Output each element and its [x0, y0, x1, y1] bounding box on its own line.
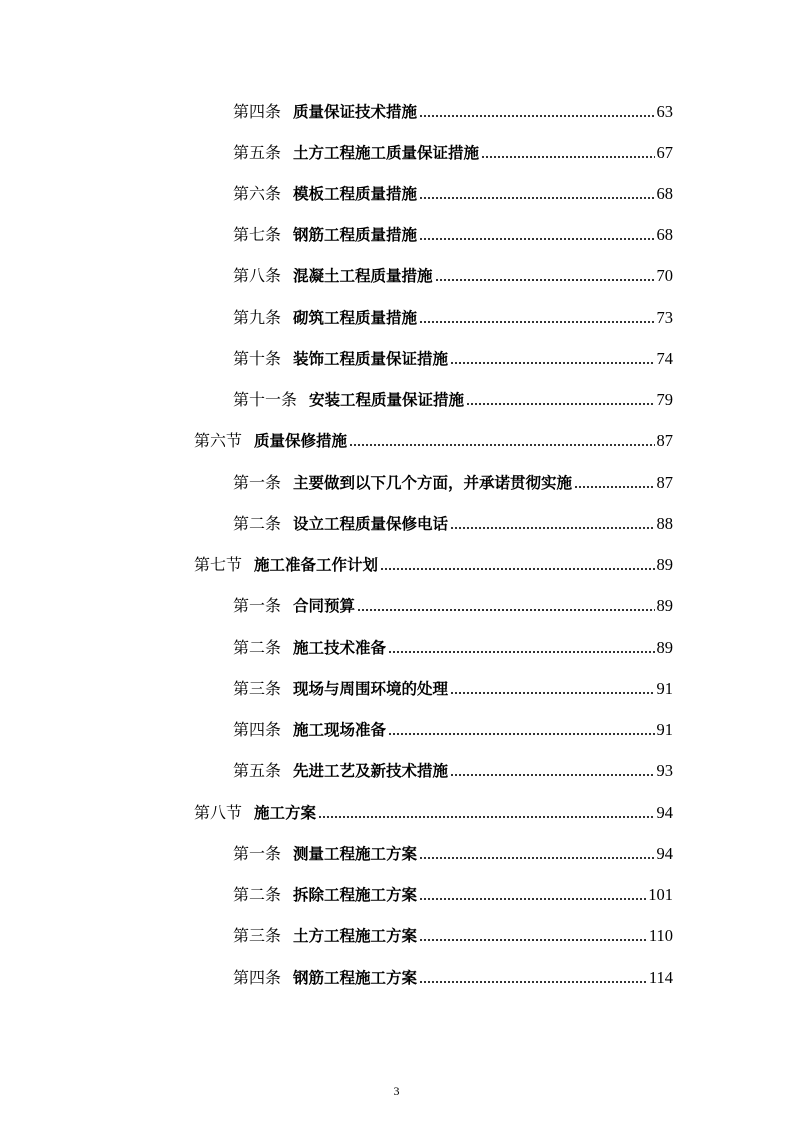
- toc-entry-page: 79: [656, 390, 673, 409]
- toc-entry-title: 现场与周围环境的处理: [293, 680, 449, 698]
- toc-entry-page: 89: [656, 555, 673, 574]
- toc-entry-page: 68: [656, 225, 673, 244]
- toc-entry-page: 88: [656, 514, 673, 533]
- toc-entry-title: 钢筋工程施工方案: [293, 969, 418, 987]
- dot-leader: [318, 815, 654, 819]
- toc-entry-title: 土方工程施工质量保证措施: [293, 144, 480, 162]
- toc-entry-title: 设立工程质量保修电话: [293, 515, 449, 533]
- toc-entry[interactable]: [233, 838, 673, 864]
- dot-leader: [419, 856, 654, 860]
- dot-leader: [574, 485, 654, 489]
- toc-entry[interactable]: [233, 178, 673, 204]
- dot-leader: [388, 650, 654, 654]
- toc-entry-page: 68: [656, 184, 673, 203]
- toc-entry-page: 89: [656, 596, 673, 615]
- dot-leader: [466, 402, 654, 406]
- toc-section-entry[interactable]: [194, 425, 673, 451]
- toc-entry-page: 94: [656, 803, 673, 822]
- toc-entry-page: 110: [648, 926, 673, 945]
- dot-leader: [450, 691, 654, 695]
- toc-entry-page: 70: [656, 266, 673, 285]
- toc-entry-title: 钢筋工程质量措施: [293, 226, 418, 244]
- toc-entry-title: 施工技术准备: [293, 639, 387, 657]
- toc-entry[interactable]: [233, 508, 673, 534]
- toc-entry-page: 89: [656, 638, 673, 657]
- dot-leader: [419, 114, 654, 118]
- toc-entry-number: 第四条: [233, 968, 282, 987]
- toc-entry-number: 第十一条: [233, 390, 298, 409]
- toc-entry[interactable]: [233, 920, 673, 946]
- toc-entry[interactable]: [233, 962, 673, 988]
- toc-entry[interactable]: [233, 673, 673, 699]
- toc-entry-page: 67: [656, 143, 673, 162]
- toc-entry-number: 第六条: [233, 184, 282, 203]
- toc-entry[interactable]: [233, 96, 673, 122]
- dot-leader: [450, 526, 654, 530]
- toc-entry-page: 114: [648, 968, 673, 987]
- toc-entry-title: 测量工程施工方案: [293, 845, 418, 863]
- toc-entry-number: 第二条: [233, 638, 282, 657]
- toc-entry-number: 第二条: [233, 885, 282, 904]
- toc-entry-number: 第八条: [233, 266, 282, 285]
- dot-leader: [388, 732, 654, 736]
- toc-entry-title: 土方工程施工方案: [293, 927, 418, 945]
- page-number: 3: [393, 1084, 400, 1098]
- toc-entry-number: 第四条: [233, 720, 282, 739]
- toc-entry[interactable]: [233, 714, 673, 740]
- toc-entry[interactable]: [233, 219, 673, 245]
- dot-leader: [481, 155, 654, 159]
- toc-entry-title: 装饰工程质量保证措施: [293, 350, 449, 368]
- toc-entry-title: 施工现场准备: [293, 721, 387, 739]
- toc-entry-page: 91: [656, 679, 673, 698]
- toc-entry-title: 模板工程质量措施: [293, 185, 418, 203]
- toc-section-entry[interactable]: [194, 797, 673, 823]
- toc-entry[interactable]: [233, 302, 673, 328]
- toc-entry-number: 第七条: [233, 225, 282, 244]
- dot-leader: [349, 443, 654, 447]
- dot-leader: [450, 361, 654, 365]
- toc-entry[interactable]: [233, 755, 673, 781]
- toc-entry-title: 质量保修措施: [254, 432, 348, 450]
- dot-leader: [419, 938, 647, 942]
- dot-leader: [419, 980, 647, 984]
- toc-entry-title: 安装工程质量保证措施: [309, 391, 465, 409]
- toc-entry-page: 93: [656, 761, 673, 780]
- toc-entry[interactable]: [233, 384, 673, 410]
- toc-entry-title: 主要做到以下几个方面，并承诺贯彻实施: [293, 474, 573, 492]
- toc-entry-number: 第一条: [233, 473, 282, 492]
- toc-entry[interactable]: [233, 260, 673, 286]
- toc-entry-number: 第一条: [233, 844, 282, 863]
- toc-entry[interactable]: [233, 343, 673, 369]
- toc-entry-page: 74: [656, 349, 673, 368]
- toc-entry-title: 施工准备工作计划: [254, 556, 379, 574]
- dot-leader: [419, 320, 654, 324]
- toc-entry-title: 施工方案: [254, 804, 317, 822]
- toc-entry-number: 第五条: [233, 761, 282, 780]
- toc-entry-page: 73: [656, 308, 673, 327]
- toc-entry-page: 91: [656, 720, 673, 739]
- toc-entry-number: 第九条: [233, 308, 282, 327]
- toc-entry-page: 94: [656, 844, 673, 863]
- toc-entry-number: 第四条: [233, 102, 282, 121]
- toc-entry-number: 第八节: [194, 803, 243, 822]
- dot-leader: [380, 567, 654, 571]
- dot-leader: [357, 608, 654, 612]
- dot-leader: [450, 773, 654, 777]
- toc-entry-number: 第二条: [233, 514, 282, 533]
- dot-leader: [435, 278, 655, 282]
- toc-entry-page: 101: [648, 885, 673, 904]
- toc-entry-title: 质量保证技术措施: [293, 103, 418, 121]
- toc-entry-number: 第十条: [233, 349, 282, 368]
- dot-leader: [419, 196, 654, 200]
- toc-entry-number: 第六节: [194, 431, 243, 450]
- toc-entry-number: 第三条: [233, 926, 282, 945]
- toc-entry-title: 拆除工程施工方案: [293, 886, 418, 904]
- toc-entry[interactable]: [233, 467, 673, 493]
- toc-entry-title: 混凝土工程质量措施: [293, 267, 433, 285]
- toc-entry[interactable]: [233, 632, 673, 658]
- toc-entry[interactable]: [233, 590, 673, 616]
- dot-leader: [419, 897, 646, 901]
- toc-entry-title: 合同预算: [293, 597, 356, 615]
- toc-entry-number: 第五条: [233, 143, 282, 162]
- dot-leader: [419, 237, 654, 241]
- toc-entry-number: 第一条: [233, 596, 282, 615]
- toc-section-entry[interactable]: [194, 549, 673, 575]
- toc-entry-title: 砌筑工程质量措施: [293, 309, 418, 327]
- toc-entry-page: 87: [656, 431, 673, 450]
- toc-entry-number: 第七节: [194, 555, 243, 574]
- toc-entry-page: 63: [656, 102, 673, 121]
- toc-entry[interactable]: [233, 137, 673, 163]
- toc-entry[interactable]: [233, 879, 673, 905]
- toc-entry-number: 第三条: [233, 679, 282, 698]
- toc-entry-page: 87: [656, 473, 673, 492]
- toc-entry-title: 先进工艺及新技术措施: [293, 762, 449, 780]
